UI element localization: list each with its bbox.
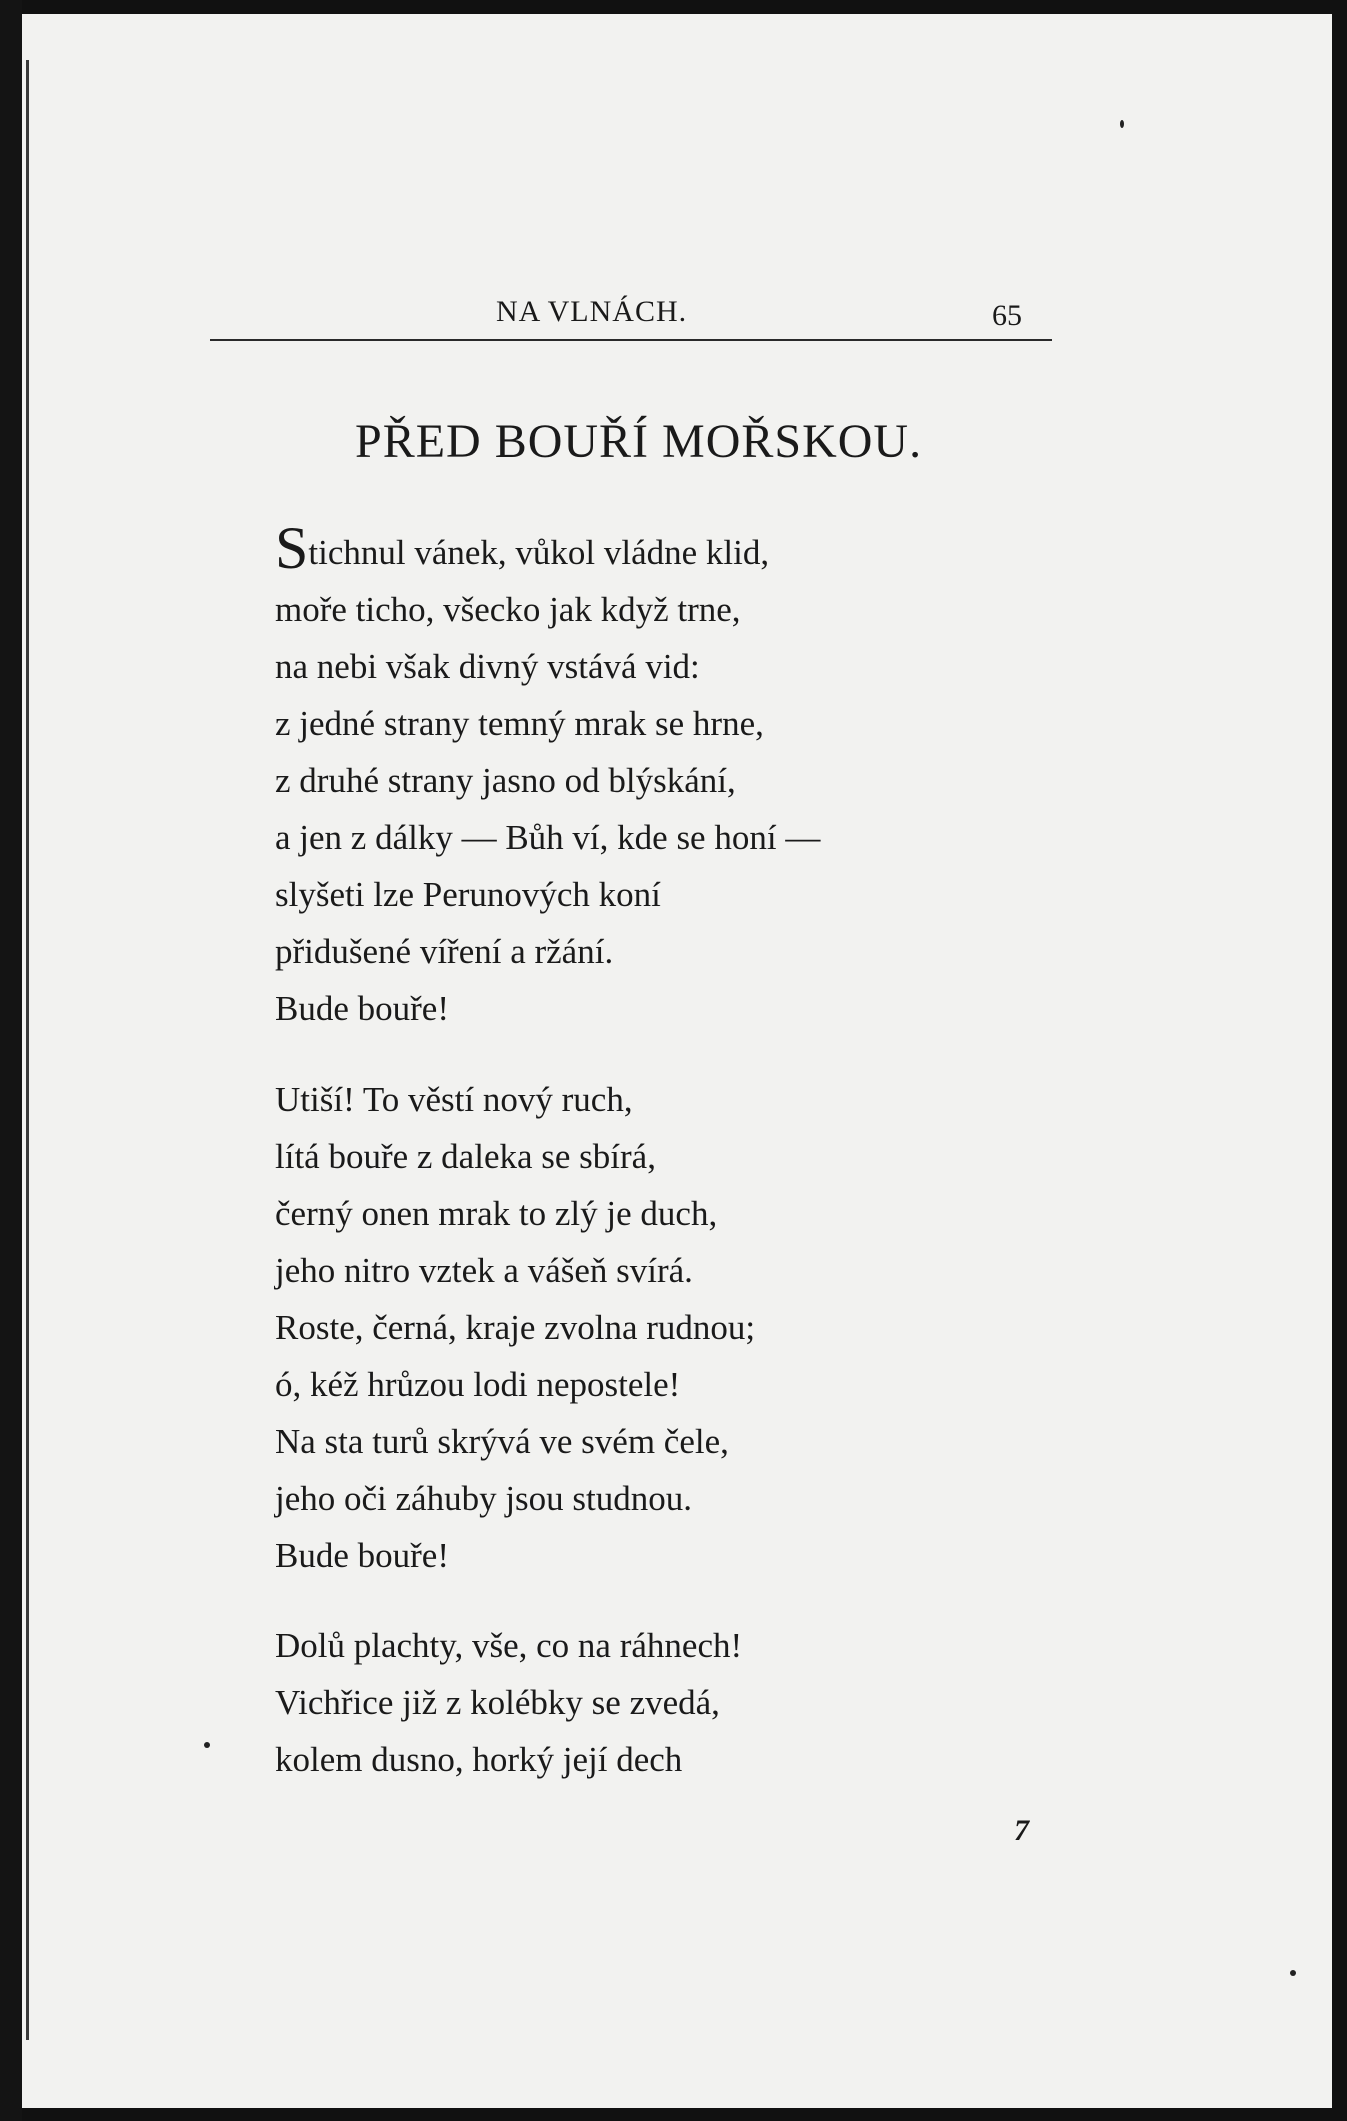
poem-line: jeho oči záhuby jsou studnou. (275, 1479, 693, 1518)
poem-line: z druhé strany jasno od blýskání, (275, 761, 736, 800)
poem-line-text: tichnul vánek, vůkol vládne klid, (308, 533, 770, 572)
poem-line: Roste, černá, kraje zvolna rudnou; (275, 1308, 756, 1347)
poem-line (275, 515, 820, 581)
poem-line: jeho nitro vztek a vášeň svírá. (275, 1251, 693, 1290)
poem-line: na nebi však divný vstává vid: (275, 647, 700, 686)
poem-line: kolem dusno, horký její dech (275, 1740, 683, 1779)
poem-line: moře ticho, všecko jak když trne, (275, 590, 741, 629)
stanza-2 (275, 1071, 755, 1584)
refrain-line: Bude bouře! (275, 1536, 449, 1575)
ink-speck (1290, 1970, 1296, 1976)
poem-line: Dolů plachty, vše, co na ráhnech! (275, 1626, 743, 1665)
header-rule (210, 339, 1052, 341)
stanza-3 (275, 1617, 742, 1788)
poem-line: z jedné strany temný mrak se hrne, (275, 704, 764, 743)
poem-line: lítá bouře z daleka se sbírá, (275, 1137, 656, 1176)
running-title: NA VLNÁCH. (496, 295, 688, 328)
poem-title: PŘED BOUŘÍ MOŘSKOU. (355, 415, 923, 468)
stanza-1 (275, 515, 821, 1037)
page-number: 65 (992, 299, 1022, 332)
refrain-line: Bude bouře! (275, 989, 449, 1028)
scan-left-edge (0, 0, 22, 2121)
poem-line: a jen z dálky — Bůh ví, kde se honí — (275, 818, 821, 857)
page-gutter-line (26, 60, 29, 2040)
poem-line: černý onen mrak to zlý je duch, (275, 1194, 718, 1233)
poem-line: Na sta turů skrývá ve svém čele, (275, 1422, 729, 1461)
book-page (22, 14, 1332, 2108)
poem-line: přidušené víření a ržání. (275, 932, 614, 971)
drop-cap: S (275, 515, 309, 581)
ink-speck (204, 1742, 210, 1748)
poem-line: Vichřice již z kolébky se zvedá, (275, 1683, 720, 1722)
poem-line: slyšeti lze Perunových koní (275, 875, 661, 914)
running-head (22, 295, 1332, 335)
poem-line: ó, kéž hrůzou lodi nepostele! (275, 1365, 681, 1404)
ink-speck (1120, 120, 1124, 128)
signature-mark: 7 (1014, 1814, 1029, 1847)
poem-line: Utiší! To věstí nový ruch, (275, 1080, 633, 1119)
